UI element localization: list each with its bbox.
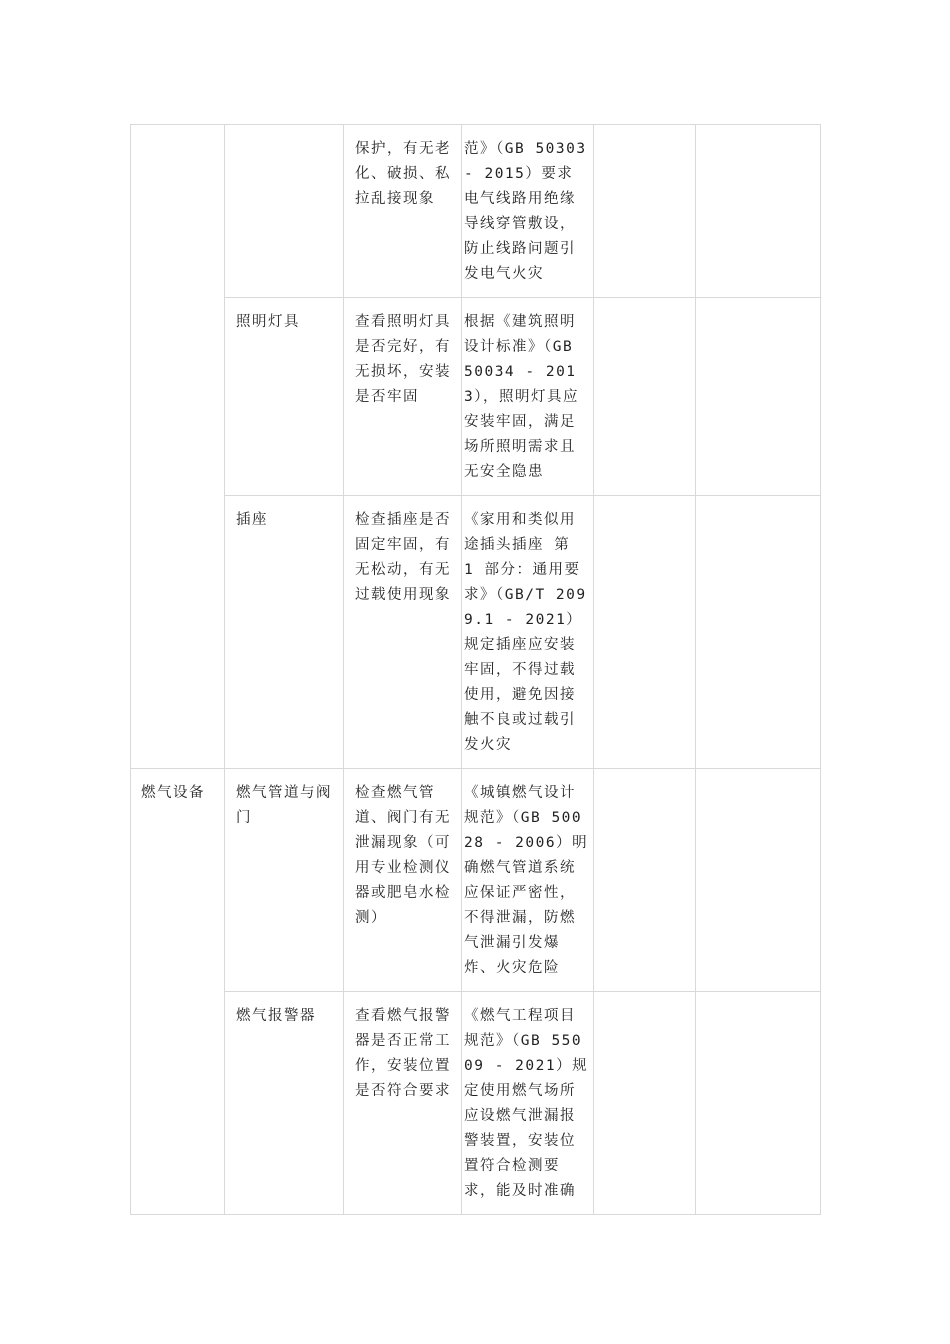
method-cell: 查看燃气报警器是否正常工作，安装位置是否符合要求 bbox=[344, 992, 462, 1215]
basis-cell: 《燃气工程项目规范》（GB 55009 - 2021）规定使用燃气场所应设燃气泄漏报警装置，安装位置符合检测要求，能及时准确 bbox=[462, 992, 594, 1215]
table-row bbox=[131, 496, 821, 769]
empty-cell bbox=[696, 125, 821, 298]
table-row bbox=[131, 298, 821, 496]
item-cell: 燃气管道与阀门 bbox=[225, 769, 344, 992]
empty-cell bbox=[594, 125, 696, 298]
category-cell bbox=[131, 125, 225, 769]
basis-cell: 根据《建筑照明设计标准》（GB 50034 - 2013），照明灯具应安装牢固，满足场所照明需求且无安全隐患 bbox=[462, 298, 594, 496]
method-cell: 查看照明灯具是否完好，有无损坏，安装是否牢固 bbox=[344, 298, 462, 496]
item-cell: 插座 bbox=[225, 496, 344, 769]
table-row bbox=[131, 992, 821, 1215]
method-cell: 检查插座是否固定牢固，有无松动，有无过载使用现象 bbox=[344, 496, 462, 769]
empty-cell bbox=[594, 769, 696, 992]
method-cell: 保护，有无老化、破损、私拉乱接现象 bbox=[344, 125, 462, 298]
basis-cell: 《家用和类似用途插头插座 第 1 部分：通用要求》（GB/T 2099.1 - 2021）规定插座应安装牢固，不得过载使用，避免因接触不良或过载引发火灾 bbox=[462, 496, 594, 769]
empty-cell bbox=[594, 298, 696, 496]
item-cell bbox=[225, 125, 344, 298]
item-cell: 燃气报警器 bbox=[225, 992, 344, 1215]
category-cell: 燃气设备 bbox=[131, 769, 225, 1215]
basis-cell: 范》（GB 50303 - 2015）要求电气线路用绝缘导线穿管敷设，防止线路问题引发电气火灾 bbox=[462, 125, 594, 298]
empty-cell bbox=[696, 496, 821, 769]
empty-cell bbox=[594, 496, 696, 769]
inspection-table bbox=[130, 124, 821, 1215]
table-row bbox=[131, 125, 821, 298]
method-cell: 检查燃气管道、阀门有无泄漏现象（可用专业检测仪器或肥皂水检测） bbox=[344, 769, 462, 992]
empty-cell bbox=[594, 992, 696, 1215]
item-cell: 照明灯具 bbox=[225, 298, 344, 496]
empty-cell bbox=[696, 992, 821, 1215]
basis-cell: 《城镇燃气设计规范》（GB 50028 - 2006）明确燃气管道系统应保证严密性，不得泄漏，防燃气泄漏引发爆炸、火灾危险 bbox=[462, 769, 594, 992]
table-row bbox=[131, 769, 821, 992]
empty-cell bbox=[696, 769, 821, 992]
empty-cell bbox=[696, 298, 821, 496]
